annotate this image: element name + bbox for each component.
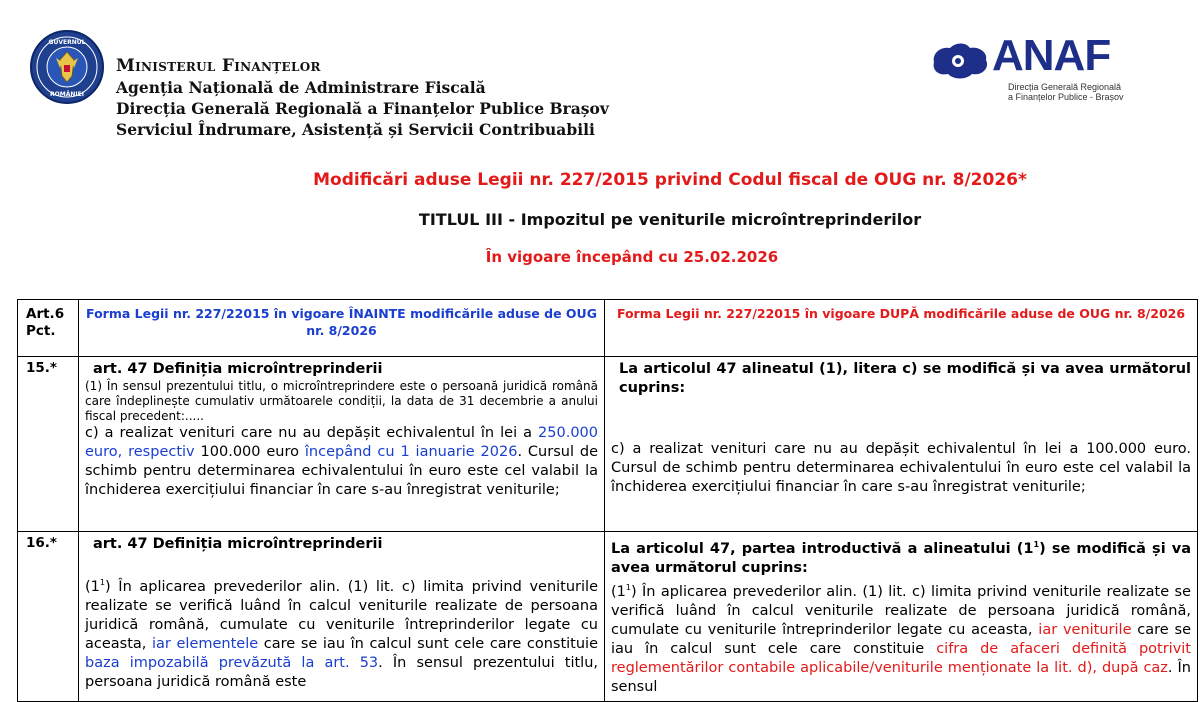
- text-run: care se iau în calcul sunt cele care constituie: [611, 621, 1191, 657]
- anaf-subtitle-line: a Finanțelor Publice - Brașov: [1008, 92, 1124, 102]
- paragraph-text: [611, 578, 1191, 697]
- document-title: Modificări aduse Legii nr. 227/2015 privind Codul fiscal de OUG nr. 8/2026*: [313, 170, 1027, 190]
- section-title: TITLUL III - Impozitul pe veniturile microîntreprinderilor: [418, 210, 922, 229]
- table-row: [18, 357, 1198, 532]
- anaf-subtitle-line: Direcția Generală Regională: [1008, 82, 1122, 92]
- paragraph-number: ): [630, 583, 637, 600]
- point-number: 16.*: [18, 532, 79, 702]
- after-text-cell: [605, 357, 1198, 532]
- agency-name: Agenția Națională de Administrare Fiscală: [116, 78, 486, 97]
- paragraph-intro: (1) În sensul prezentului titlu, o microîntreprindere este o persoană juridică română care îndeplinește cumulativ următoarele condiții, la data de 31 decembrie a anului fiscal precedent:.....: [85, 379, 598, 423]
- text-run: c) a realizat venituri care nu au depășit echivalentul în lei a: [85, 425, 533, 441]
- table-header-row: [18, 300, 1198, 357]
- paragraph-text: [85, 573, 598, 692]
- service-name: Serviciul Îndrumare, Asistență și Servicii Contribuabili: [116, 120, 595, 139]
- paragraph-text: [85, 424, 598, 500]
- anaf-subtitle: [1008, 82, 1124, 102]
- header-before: Forma Legii nr. 227/22015 în vigoare ÎNAINTE modificările aduse de OUG nr. 8/2026: [79, 300, 605, 357]
- text-run: ) se modifică și va avea următorul cuprins:: [611, 540, 1192, 576]
- before-text-cell: [79, 357, 605, 532]
- ministry-name: Ministerul Finanțelor: [116, 56, 321, 76]
- svg-text:ROMÂNIEI: ROMÂNIEI: [50, 91, 84, 98]
- text-run: În aplicarea prevederilor alin. (1) lit. c) limita privind veniturile realizate se verifică luând în calcul veniturile realizate de persoana juridică română, cumulate cu veniturile întreprinderilor legate cu aceasta,: [85, 578, 598, 652]
- new-provision-highlight: cifra de afaceri definită potrivit reglementărilor contabile aplicabile/veniturile menționate la lit. d), după caz: [611, 640, 1191, 676]
- before-text-cell: [79, 532, 605, 702]
- old-provision-highlight: baza impozabilă prevăzută la art. 53: [85, 654, 379, 671]
- paragraph-number: ): [104, 578, 111, 595]
- text-run: care se iau în calcul sunt cele care constituie: [258, 635, 598, 652]
- text-run: La articolul 47, partea introductivă a alineatului (1: [611, 540, 1034, 557]
- text-run: 100.000 euro: [200, 444, 300, 460]
- comparison-table: [17, 299, 1198, 702]
- superscript: 1: [99, 578, 105, 587]
- header-after: Forma Legii nr. 227/22015 în vigoare DUPĂ modificările aduse de OUG nr. 8/2026: [605, 300, 1198, 357]
- old-provision-highlight: începând cu 1 ianuarie 2026: [304, 444, 518, 460]
- text-run: . În sensul prezentului titlu, persoana juridică română este: [85, 654, 598, 690]
- regional-directorate: Direcția Generală Regională a Finanțelor Publice Brașov: [116, 99, 609, 118]
- paragraph-text: c) a realizat venituri care nu au depășit echivalentul în lei a 100.000 euro. Cursul de schimb pentru determinarea echivalentului în euro este cel valabil la închiderea exercițiului financiar în care s-au înregistrat veniturile;: [611, 441, 1191, 495]
- new-provision-highlight: iar veniturile: [1038, 621, 1132, 638]
- article-title: art. 47 Definiția microîntreprinderii: [93, 361, 383, 377]
- after-text-cell: [605, 532, 1198, 702]
- text-run: . Cursul de schimb pentru determinarea echivalentului în euro este cel valabil la închiderea exercițiului financiar în care s-au înregistrat veniturile;: [85, 444, 598, 498]
- article-title: art. 47 Definiția microîntreprinderii: [93, 536, 383, 552]
- table-row: [18, 532, 1198, 702]
- amendment-instruction: La articolul 47 alineatul (1), litera c) se modifică și va avea următorul cuprins:: [619, 361, 1191, 396]
- paragraph-number: (1: [611, 583, 626, 600]
- paragraph-number: (1: [85, 578, 100, 595]
- government-seal-icon: [30, 30, 104, 104]
- old-provision-highlight: 250.000 euro, respectiv: [85, 425, 598, 460]
- point-number: 15.*: [18, 357, 79, 532]
- header-art-label: Art.6: [26, 306, 65, 322]
- header-pct-label: Pct.: [26, 323, 56, 339]
- amendment-instruction: [611, 535, 1191, 578]
- superscript: 1: [625, 582, 631, 592]
- text-run: În aplicarea prevederilor alin. (1) lit. c) limita privind veniturile realizate se verifică luând în calcul veniturile realizate de persoana juridică română, cumulate cu veniturile întreprinderilor legate cu aceasta,: [611, 583, 1191, 638]
- text-run: . În sensul: [611, 659, 1191, 695]
- ministry-header: [116, 56, 609, 140]
- old-provision-highlight: iar elementele: [152, 635, 259, 652]
- header-article-point: [18, 300, 79, 357]
- anaf-logo-text: ANAF: [992, 31, 1111, 80]
- superscript: 1: [1033, 540, 1040, 549]
- svg-text:GUVERNUL: GUVERNUL: [48, 39, 86, 46]
- effective-date: În vigoare începând cu 25.02.2026: [485, 248, 779, 266]
